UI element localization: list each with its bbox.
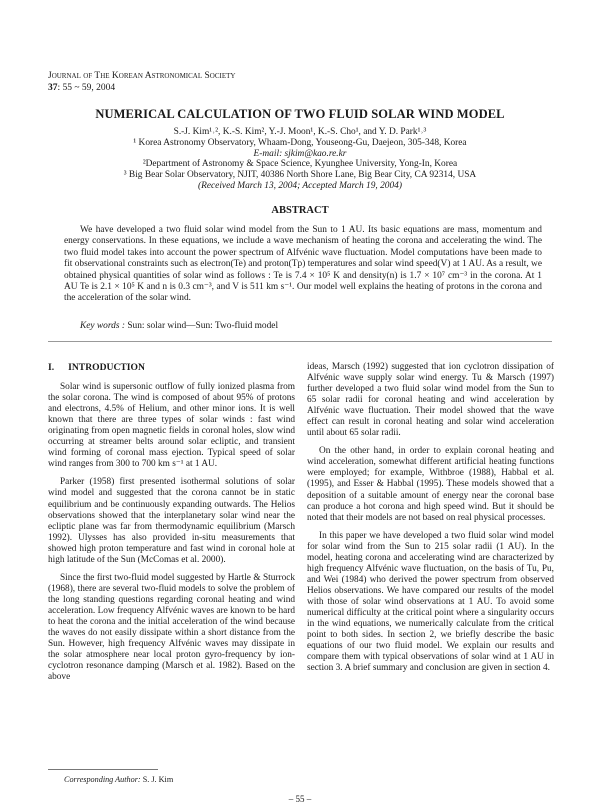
received-dates: (Received March 13, 2004; Accepted March 19, 2004) [197, 180, 402, 191]
section-number: I. [48, 362, 55, 373]
author-list: S.-J. Kim¹˒², K.-S. Kim², Y.-J. Moon¹, K.-S. Cho¹, and Y. D. Park¹˒³ [173, 127, 427, 137]
paper-title: NUMERICAL CALCULATION OF TWO FLUID SOLAR WIND MODEL [95, 107, 505, 121]
section-title: INTRODUCTION [68, 362, 145, 373]
section-heading [48, 362, 295, 373]
abstract-body [64, 225, 542, 305]
paragraph: On the other hand, in order to explain coronal heating and wind acceleration, somewhat different artificial heating functions were employed; for example, Withbroe (1988), Habbal et al. (1995), and Esser & Habbal (1995). These models showed that a deposition of a suitable amount of energy near the coronal base can produce a hot corona and high speed wind. But it should be noted that their models are not based on real physical processes. [307, 446, 554, 523]
citation-pages: : 55 ~ 59, 2004 [57, 83, 116, 93]
author-email: E-mail: sjkim@kao.re.kr [253, 148, 347, 159]
journal-citation [48, 82, 235, 94]
author-block [0, 127, 600, 192]
paragraph: ideas, Marsch (1992) suggested that ion cyclotron dissipation of Alfvénic wave supply solar wind energy. Tu & Marsch (1997) further developed a two fluid solar wind model from the Sun to 65 solar radii for coronal heating and wind acceleration by Alfvénic wave fluctuation. Their model showed that the wave effect can result in coronal heating and solar wind acceleration until about 65 solar radii. [307, 362, 554, 439]
footnote-name: S. J. Kim [140, 775, 174, 784]
paragraph: Parker (1958) first presented isothermal solutions of solar wind model and suggested that the corona cannot be in static equilibrium and be continuously expanding outwards. The Helios observations showed that the interplanetary solar wind near the ecliptic plane was far from thermodynamic equilibrium (Marsch 1992). Ulysses has also provided in-situ measurements that showed high proton temperature and fast wind in coronal hole at high latitude of the Sun (McComas et al. 2000). [48, 477, 295, 565]
journal-header [48, 70, 235, 94]
affiliation-1: ¹ Korea Astronomy Observatory, Whaam-Dong, Youseong-Gu, Daejeon, 305-348, Korea [133, 137, 467, 148]
keywords [80, 321, 278, 331]
paragraph: Solar wind is supersonic outflow of fully ionized plasma from the solar corona. The wind is composed of about 95% of protons and electrons, 4.5% of Helium, and other minor ions. It is well known that there are three types of solar winds : fast wind originating from open magnetic fields in coronal holes, slow wind occurring at streamer belts around solar ecliptic, and transient wind forming of coronal mass ejection. Typical speed of solar wind ranges from 300 to 700 km s⁻¹ at 1 AU. [48, 382, 295, 470]
left-column [48, 362, 295, 683]
abstract-text: We have developed a two fluid solar wind model from the Sun to 1 AU. Its basic equations are mass, momentum and energy conservations. In these equations, we include a wave mechanism of heating the corona and accelerating the wind. The two fluid model takes into account the power spectrum of Alfvénic wave fluctuation. Model computations have been made to fit observational constraints such as electron(Te) and proton(Tp) temperatures and solar wind speed(V) at 1 AU. As a result, we obtained physical quantities of solar wind as follows : Te is 7.4 × 10⁵ K and density(n) is 1.7 × 10⁷ cm⁻³ in the corona. At 1 AU Te is 2.1 × 10⁵ K and n is 0.3 cm⁻³, and V is 511 km s⁻¹. Our model well explains the heating of protons in the corona and the acceleration of the solar wind. [64, 225, 542, 304]
paragraph: In this paper we have developed a two fluid solar wind model for solar wind from the Sun to 215 solar radii (1 AU). In the model, heating corona and accelerating wind are characterized by high frequency Alfvénic wave fluctuation, on the basis of Tu, Pu, and Wei (1984) who derived the power spectrum from observed Helios observations. We have compared our results of the model with those of solar wind observations at 1 AU. To avoid some numerical difficulty at the critical point where a singularity occurs in the wind equations, we numerically calculate from the critical point to both sides. In section 2, we briefly describe the basic equations of our two fluid model. We explain our results and compare them with typical observations of solar wind at 1 AU in section 3. A brief summary and conclusion are given in section 4. [307, 530, 554, 674]
abstract-heading: ABSTRACT [271, 205, 329, 216]
keywords-label: Key words : [80, 321, 125, 331]
citation-volume: 37 [48, 83, 58, 93]
journal-name: Journal of The Korean Astronomical Society [48, 71, 236, 81]
paragraph: Since the first two-fluid model suggested by Hartle & Sturrock (1968), there are several two-fluid models to solve the problem of the long standing questions regarding coronal heating and wind acceleration. Low frequency Alfvénic waves are known to be hard to heat the corona and the initial acceleration of the wind because the waves do not easily dissipate within a short distance from the Sun. However, high frequency Alfvénic waves may dissipate in the solar atmosphere near local proton gyro-frequency by ion-cyclotron resonance damping (Marsch et al. 1982). Based on the above [48, 572, 295, 683]
affiliation-2: ²Department of Astronomy & Space Science, Kyunghee University, Yong-In, Korea [142, 159, 458, 170]
footnote-divider [48, 769, 158, 770]
page-number: – 55 – [288, 794, 312, 804]
right-column [307, 362, 554, 674]
footnote-label: Corresponding Author: [64, 775, 141, 784]
footnote [64, 775, 173, 784]
section-divider [48, 341, 552, 342]
affiliation-3: ³ Big Bear Solar Observatory, NJIT, 40386 North Shore Lane, Big Bear City, CA 92314, USA [123, 170, 477, 181]
keywords-text: Sun: solar wind—Sun: Two-fluid model [124, 321, 279, 331]
